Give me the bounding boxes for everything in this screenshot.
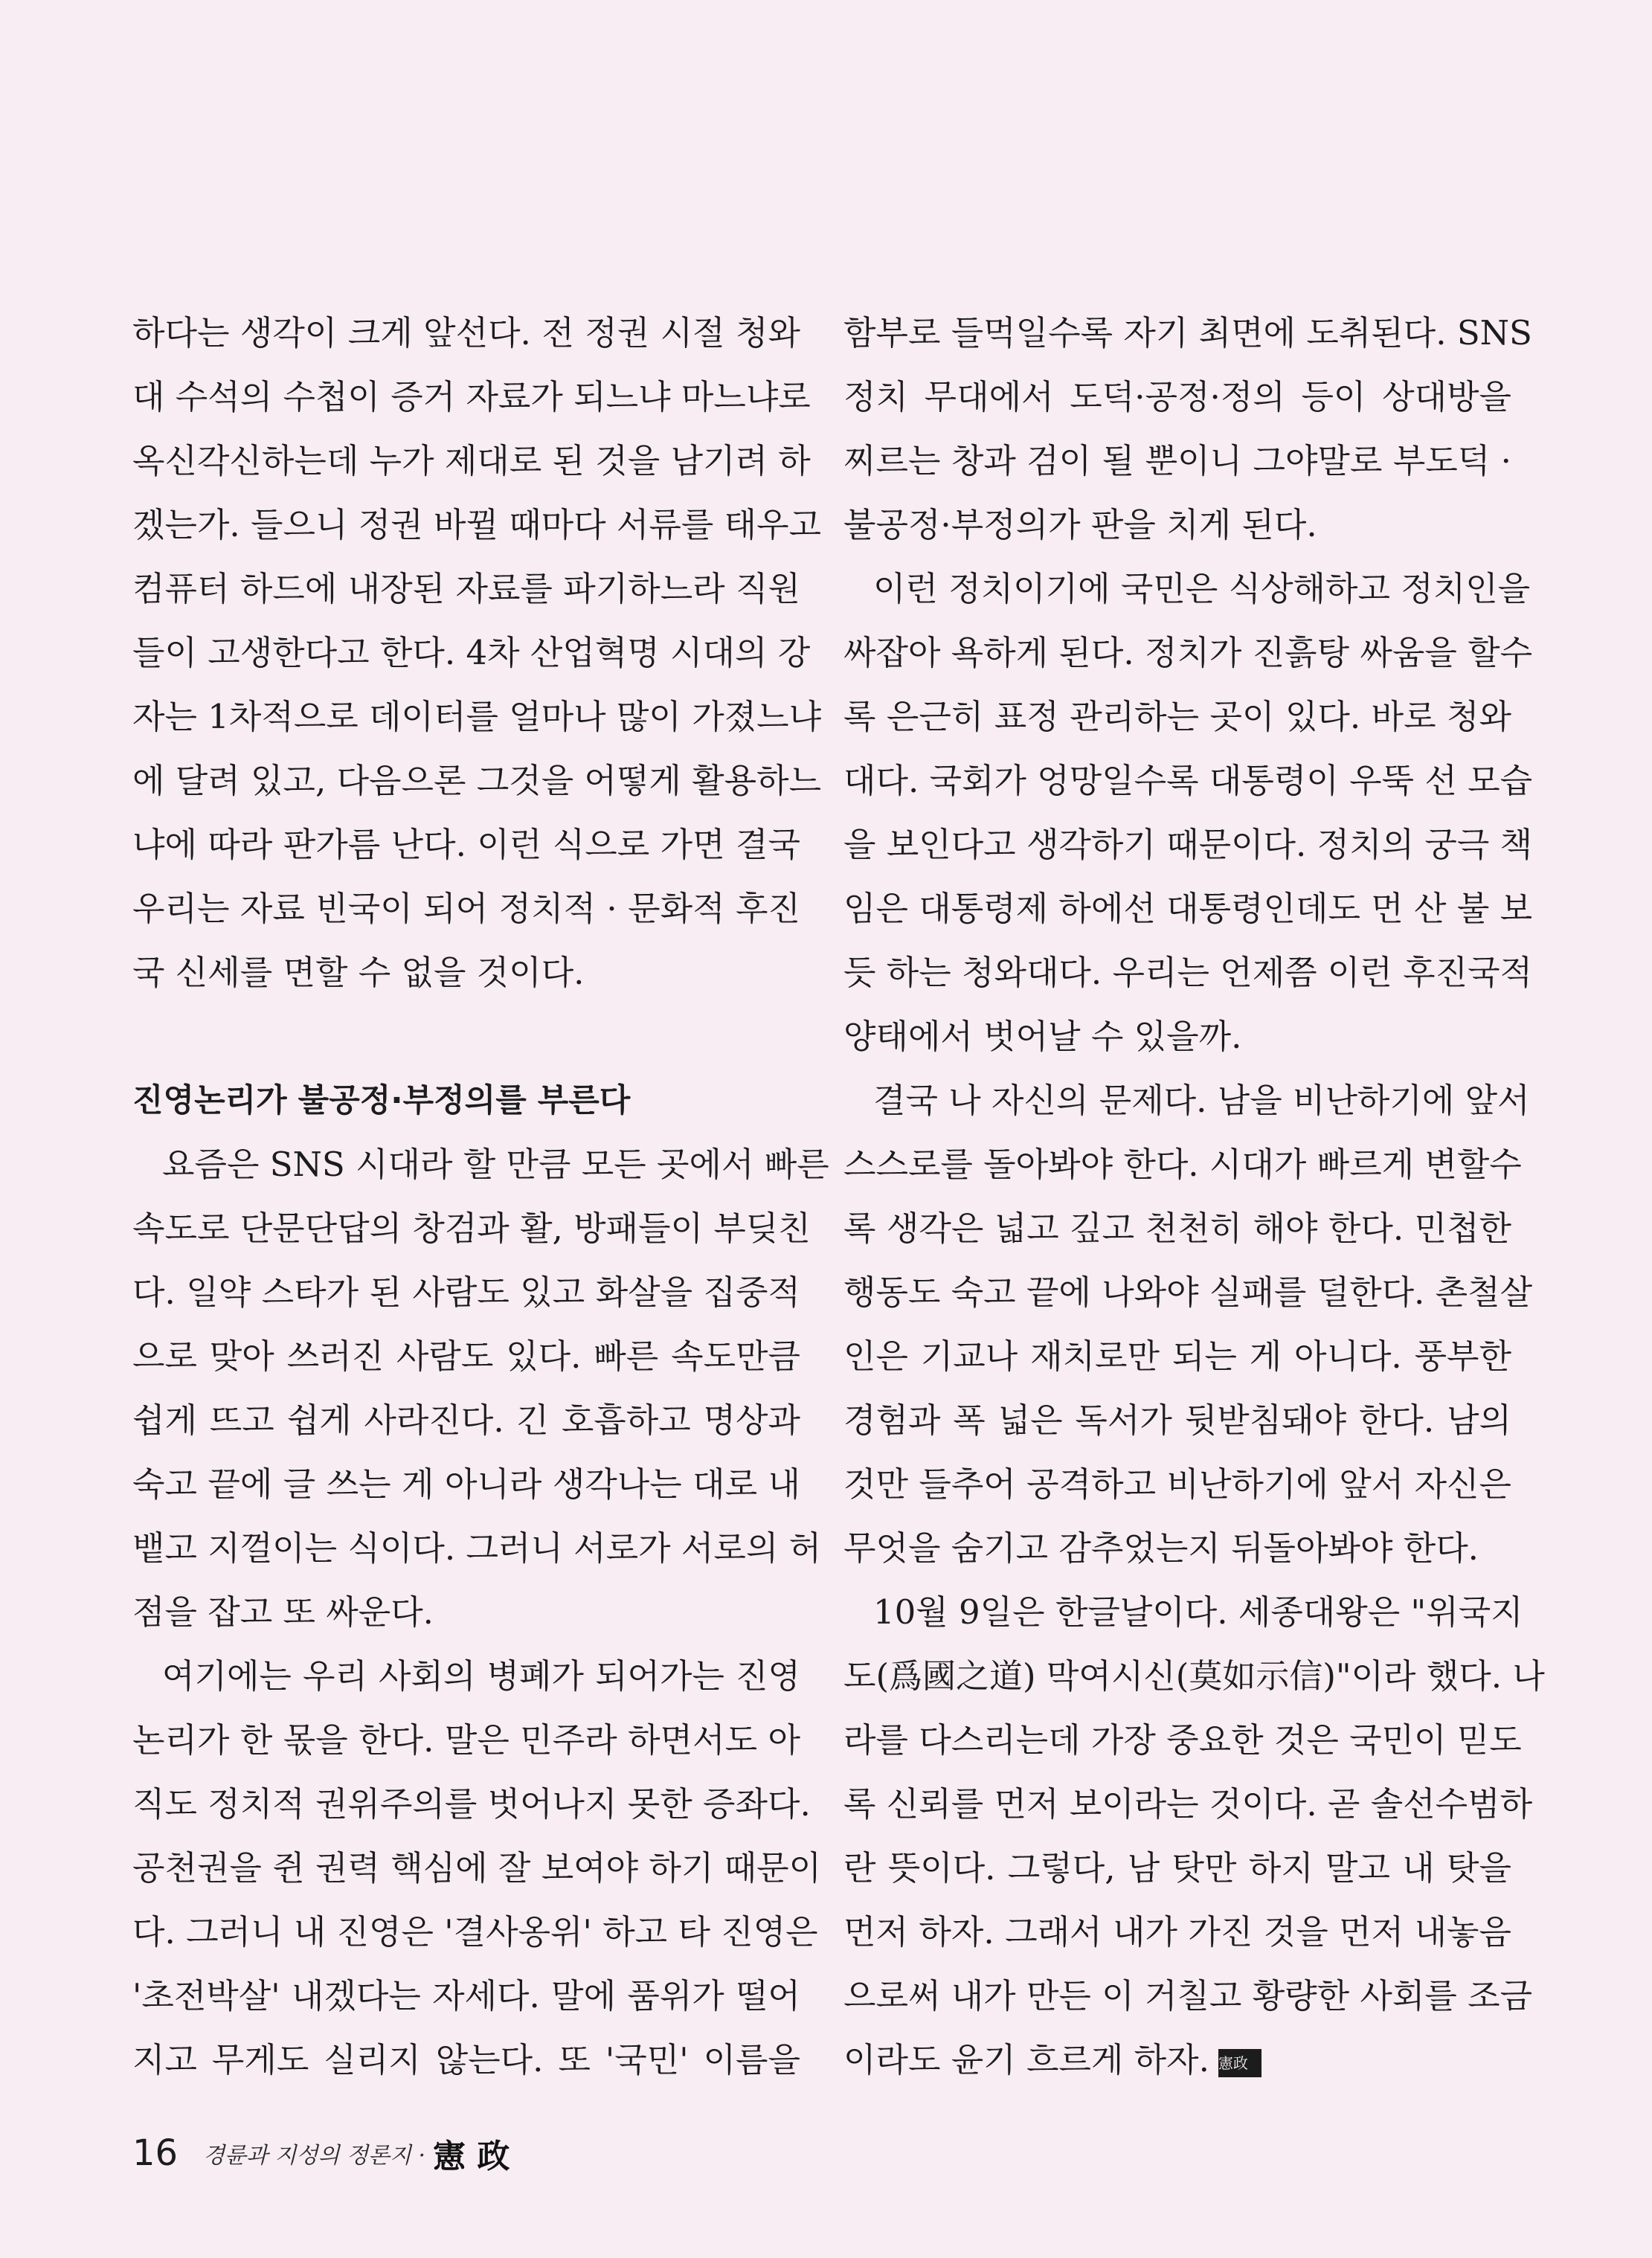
text-line: 도(爲國之道) 막여시신(莫如示信)"이라 했다. 나 bbox=[843, 1656, 1545, 1696]
right-para-4 bbox=[843, 1580, 1545, 2092]
text-line: 자는 1차적으로 데이터를 얼마나 많이 가졌느냐 bbox=[132, 697, 822, 736]
text-line: 논리가 한 몫을 한다. 말은 민주라 하면서도 아 bbox=[132, 1720, 800, 1760]
end-mark-logo: 憲政 bbox=[1218, 2049, 1262, 2077]
text-line: 임은 대통령제 하에선 대통령인데도 먼 산 불 보 bbox=[843, 889, 1533, 928]
text-line: 으로 맞아 쓰러진 사람도 있다. 빠른 속도만큼 bbox=[132, 1337, 800, 1376]
right-column bbox=[843, 301, 1545, 2092]
text-line: 불공정·부정의가 판을 치게 된다. bbox=[843, 505, 1317, 544]
text-line: 우리는 자료 빈국이 되어 정치적 · 문화적 후진 bbox=[132, 889, 800, 928]
text-line: '초전박살' 내겠다는 자세다. 말에 품위가 떨어 bbox=[132, 1976, 800, 2016]
text-line: 것만 들추어 공격하고 비난하기에 앞서 자신은 bbox=[843, 1464, 1511, 1504]
text-line-final bbox=[843, 2028, 1511, 2092]
text-line: 에 달려 있고, 다음으론 그것을 어떻게 활용하느 bbox=[132, 761, 822, 800]
text-line: 록 신뢰를 먼저 보이라는 것이다. 곧 솔선수범하 bbox=[843, 1784, 1533, 1824]
text-line: 결국 나 자신의 문제다. 남을 비난하기에 앞서 bbox=[873, 1081, 1530, 1120]
text-line: 라를 다스리는데 가장 중요한 것은 국민이 믿도 bbox=[843, 1720, 1522, 1760]
text-line: 대 수석의 수첩이 증거 자료가 되느냐 마느냐로 bbox=[132, 377, 811, 416]
text-line: 무엇을 숨기고 감추었는지 뒤돌아봐야 한다. bbox=[843, 1528, 1479, 1568]
right-para-1 bbox=[843, 301, 1532, 557]
text-line: 록 은근히 표정 관리하는 곳이 있다. 바로 청와 bbox=[843, 697, 1511, 736]
text-line: 점을 잡고 또 싸운다. bbox=[132, 1592, 434, 1632]
text-line: 들이 고생한다고 한다. 4차 산업혁명 시대의 강 bbox=[132, 633, 811, 672]
text-line: 숙고 끝에 글 쓰는 게 아니라 생각나는 대로 내 bbox=[132, 1464, 800, 1504]
text-line: 다. 그러니 내 진영은 '결사옹위' 하고 타 진영은 bbox=[132, 1912, 818, 1952]
text-line: 대다. 국회가 엉망일수록 대통령이 우뚝 선 모습 bbox=[843, 761, 1533, 800]
left-para-3 bbox=[132, 1644, 822, 2092]
text-line: 스스로를 돌아봐야 한다. 시대가 빠르게 변할수 bbox=[843, 1145, 1522, 1184]
left-para-2 bbox=[132, 1133, 829, 1644]
page-footer bbox=[132, 2127, 510, 2179]
text-line: 쉽게 뜨고 쉽게 사라진다. 긴 호흡하고 명상과 bbox=[132, 1400, 800, 1440]
text-line: 다. 일약 스타가 된 사람도 있고 화살을 집중적 bbox=[132, 1273, 800, 1312]
text-line: 록 생각은 넓고 깊고 천천히 해야 한다. 민첩한 bbox=[843, 1209, 1511, 1248]
footer-tagline: 경륜과 지성의 정론지 · bbox=[203, 2143, 426, 2169]
text-line: 직도 정치적 권위주의를 벗어나지 못한 증좌다. bbox=[132, 1784, 811, 1824]
page-number: 16 bbox=[132, 2132, 179, 2174]
text-line-final-text: 이라도 윤기 흐르게 하자. bbox=[843, 2040, 1209, 2080]
text-line: 국 신세를 면할 수 없을 것이다. bbox=[132, 953, 585, 992]
text-line: 행동도 숙고 끝에 나와야 실패를 덜한다. 촌철살 bbox=[843, 1273, 1533, 1312]
text-line: 경험과 폭 넓은 독서가 뒷받침돼야 한다. 남의 bbox=[843, 1400, 1511, 1440]
footer-brand: 憲 政 bbox=[433, 2138, 510, 2175]
text-line: 겠는가. 들으니 정권 바뀔 때마다 서류를 태우고 bbox=[132, 505, 822, 544]
text-line: 속도로 단문단답의 창검과 활, 방패들이 부딪친 bbox=[132, 1209, 811, 1248]
text-line: 을 보인다고 생각하기 때문이다. 정치의 궁극 책 bbox=[843, 825, 1533, 864]
text-line: 하다는 생각이 크게 앞선다. 전 정권 시절 청와 bbox=[132, 313, 800, 353]
text-line: 컴퓨터 하드에 내장된 자료를 파기하느라 직원 bbox=[132, 569, 800, 608]
text-line: 이런 정치이기에 국민은 식상해하고 정치인을 bbox=[873, 569, 1531, 608]
text-line: 뱉고 지껄이는 식이다. 그러니 서로가 서로의 허 bbox=[132, 1528, 822, 1568]
text-line: 정치 무대에서 도덕·공정·정의 등이 상대방을 bbox=[843, 377, 1511, 416]
right-para-3 bbox=[843, 1069, 1533, 1580]
text-line: 함부로 들먹일수록 자기 최면에 도취된다. SNS bbox=[843, 313, 1532, 353]
text-line: 먼저 하자. 그래서 내가 가진 것을 먼저 내놓음 bbox=[843, 1912, 1511, 1952]
text-line: 지고 무게도 실리지 않는다. 또 '국민' 이름을 bbox=[132, 2040, 800, 2080]
text-line: 여기에는 우리 사회의 병폐가 되어가는 진영 bbox=[162, 1656, 800, 1696]
text-line: 양태에서 벗어날 수 있을까. bbox=[843, 1017, 1242, 1056]
section-gap bbox=[132, 1005, 800, 1069]
text-line: 싸잡아 욕하게 된다. 정치가 진흙탕 싸움을 할수 bbox=[843, 633, 1533, 672]
section-heading: 진영논리가 불공정·부정의를 부른다 bbox=[132, 1082, 631, 1119]
text-line: 10월 9일은 한글날이다. 세종대왕은 "위국지 bbox=[873, 1592, 1523, 1632]
text-line: 인은 기교나 재치로만 되는 게 아니다. 풍부한 bbox=[843, 1337, 1511, 1376]
text-line: 공천권을 쥔 권력 핵심에 잘 보여야 하기 때문이 bbox=[132, 1848, 822, 1888]
text-line: 찌르는 창과 검이 될 뿐이니 그야말로 부도덕 · bbox=[843, 441, 1511, 480]
left-column bbox=[132, 301, 829, 2092]
right-para-2 bbox=[843, 557, 1533, 1069]
text-line: 냐에 따라 판가름 난다. 이런 식으로 가면 결국 bbox=[132, 825, 800, 864]
left-para-1 bbox=[132, 301, 822, 1005]
text-line: 듯 하는 청와대다. 우리는 언제쯤 이런 후진국적 bbox=[843, 953, 1533, 992]
text-line: 옥신각신하는데 누가 제대로 된 것을 남기려 하 bbox=[132, 441, 811, 480]
text-line: 란 뜻이다. 그렇다, 남 탓만 하지 말고 내 탓을 bbox=[843, 1848, 1511, 1888]
text-line: 으로써 내가 만든 이 거칠고 황량한 사회를 조금 bbox=[843, 1976, 1533, 2016]
text-line: 요즘은 SNS 시대라 할 만큼 모든 곳에서 빠른 bbox=[162, 1145, 829, 1184]
